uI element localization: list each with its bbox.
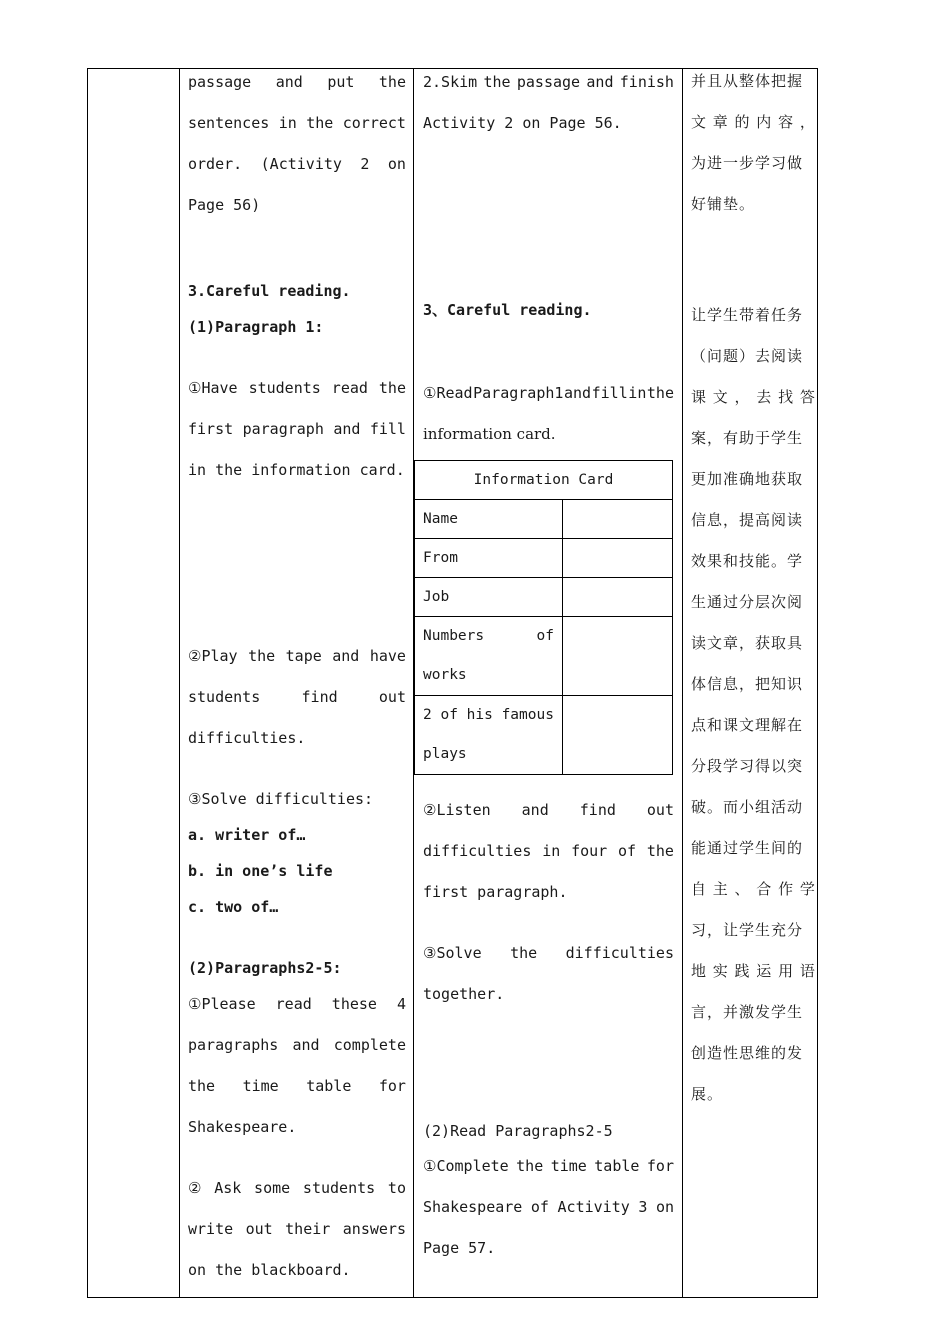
word: find (579, 801, 616, 819)
intent-line: 分段学习得以突 (691, 757, 804, 775)
intent-line: 好铺垫。 (691, 195, 756, 213)
word: these (331, 995, 377, 1013)
intent-line: 让学生带着任务 (691, 306, 804, 324)
intent-line: 读文章，获取具 (691, 634, 804, 652)
step-line: on the blackboard. (188, 1261, 351, 1279)
word: answers (342, 1220, 406, 1238)
card-label-works-line2: works (423, 667, 467, 683)
intent-line: （问题）去阅读 (691, 347, 804, 365)
word: 3 (638, 1198, 648, 1216)
word: read (331, 379, 368, 397)
word: for (378, 1077, 406, 1095)
skim-line (423, 73, 674, 91)
step-line: ③Solve difficulties: (188, 790, 374, 808)
intent-line: 地 实 践 运 用 语 (691, 962, 816, 980)
listen-line (423, 842, 674, 860)
word: the (510, 944, 538, 962)
careful-reading-heading: 3.Careful reading. (188, 282, 351, 300)
word: the (483, 73, 511, 91)
word: time (550, 1157, 587, 1175)
step-line (188, 647, 406, 665)
word: table (306, 1077, 352, 1095)
word: 4 (396, 995, 406, 1013)
step-line (188, 420, 406, 438)
step-line: in the information card. (188, 461, 405, 479)
difficulty-item: a. writer of… (188, 826, 306, 844)
passage-line (188, 155, 406, 173)
step-line: Shakespeare. (188, 1118, 297, 1136)
word: (Activity (260, 155, 342, 173)
word: out (646, 801, 674, 819)
word: ①Please (188, 995, 256, 1013)
listen-line (423, 801, 674, 819)
card-value-from (563, 539, 673, 578)
word: and (332, 647, 360, 665)
careful-reading-heading: 3、Careful reading. (423, 301, 592, 319)
step-line: difficulties. (188, 729, 306, 747)
intent-line: 创造性思维的发 (691, 1044, 804, 1062)
word: on (655, 1198, 674, 1216)
word: out (378, 688, 406, 706)
step-line (188, 1036, 406, 1054)
complete-line (423, 1157, 674, 1175)
word: and (586, 73, 614, 91)
word: and (275, 73, 303, 91)
word: complete (333, 1036, 406, 1054)
step-line (188, 1179, 406, 1197)
intent-line: 生通过分层次阅 (691, 593, 804, 611)
word: the (516, 1157, 544, 1175)
card-label-works (415, 617, 563, 696)
word: students (248, 379, 321, 397)
complete-line (423, 1198, 674, 1216)
word: Numbers (423, 628, 485, 644)
intent-line: 能通过学生间的 (691, 839, 804, 857)
difficulty-item: b. in one’s life (188, 862, 333, 880)
word: Ask (214, 1179, 242, 1197)
word: paragraph (242, 420, 324, 438)
intent-line: 破。而小组活动 (691, 798, 804, 816)
word: and (521, 801, 549, 819)
word: order. (188, 155, 243, 173)
word: for (646, 1157, 674, 1175)
intent-line: 点和课文理解在 (691, 716, 804, 734)
information-card (414, 460, 673, 775)
column-divider (682, 68, 683, 1298)
card-value-works (563, 617, 673, 696)
word: the (306, 114, 334, 132)
word: the (188, 1077, 216, 1095)
intent-line: 言，并激发学生 (691, 1003, 804, 1021)
word: table (594, 1157, 640, 1175)
word: ②Play (188, 647, 238, 665)
word: fill (369, 420, 406, 438)
card-value-job (563, 578, 673, 617)
word: find (301, 688, 338, 706)
word: ①Complete (423, 1157, 509, 1175)
word: read (275, 995, 312, 1013)
solve-line: together. (423, 985, 505, 1003)
word: ①Read (423, 384, 473, 402)
intent-line: 更加准确地获取 (691, 470, 804, 488)
word: students (188, 688, 261, 706)
card-label-plays-line1: 2 of his famous (423, 707, 554, 723)
card-value-plays (563, 696, 673, 775)
word: difficulties (423, 842, 532, 860)
word: in (542, 842, 561, 860)
word: fill (591, 384, 628, 402)
word: correct (342, 114, 406, 132)
step-line (188, 995, 406, 1013)
word: the (378, 73, 406, 91)
word: paragraphs (188, 1036, 279, 1054)
word: of (618, 842, 637, 860)
word: some (254, 1179, 291, 1197)
step-line (188, 1077, 406, 1095)
card-label-plays-line2: plays (423, 746, 467, 762)
word: ②Listen (423, 801, 491, 819)
word: the (646, 842, 674, 860)
word: tape (285, 647, 322, 665)
word: of (530, 1198, 549, 1216)
word: Activity (557, 1198, 630, 1216)
word: their (285, 1220, 331, 1238)
intent-line: 信息，提高阅读 (691, 511, 804, 529)
word: out (245, 1220, 273, 1238)
word: four (571, 842, 608, 860)
word: the (646, 384, 674, 402)
step-line (188, 379, 406, 397)
step-line (188, 1220, 406, 1238)
read-paragraphs-heading: (2)Read Paragraphs2-5 (423, 1122, 613, 1140)
word: Paragraph1 (473, 384, 564, 402)
word: ② (188, 1179, 202, 1197)
intent-line: 课 文 ， 去 找 答 (691, 388, 816, 406)
word: time (242, 1077, 279, 1095)
intent-line: 案，有助于学生 (691, 429, 804, 447)
word: have (369, 647, 406, 665)
word: in (628, 384, 647, 402)
word: and (563, 384, 592, 402)
intent-line: 效果和技能。学 (691, 552, 804, 570)
passage-line (188, 73, 406, 91)
intent-line: 自 主 、 合 作 学 (691, 880, 816, 898)
word: sentences (188, 114, 270, 132)
paragraphs2-5-heading: (2)Paragraphs2-5: (188, 959, 342, 977)
skim-line: Activity 2 on Page 56. (423, 114, 622, 132)
information-card-title: Information Card (415, 461, 673, 500)
card-label-name: Name (415, 500, 563, 539)
word: students (302, 1179, 376, 1197)
word: and (292, 1036, 320, 1054)
difficulty-item: c. two of… (188, 898, 279, 916)
card-label-job: Job (415, 578, 563, 617)
word: Shakespeare (423, 1198, 523, 1216)
word: difficulties (565, 944, 674, 962)
complete-line: Page 57. (423, 1239, 496, 1257)
word: the (248, 647, 276, 665)
word: and (333, 420, 361, 438)
column-divider (179, 68, 180, 1298)
word: ①Have (188, 379, 238, 397)
intent-line: 习，让学生充分 (691, 921, 804, 939)
word: on (387, 155, 406, 173)
listen-line: first paragraph. (423, 883, 568, 901)
intent-line: 并且从整体把握 (691, 72, 804, 90)
card-label-from: From (415, 539, 563, 578)
read-line (423, 384, 674, 402)
word: write (188, 1220, 234, 1238)
card-label-plays (415, 696, 563, 775)
intent-line: 体信息，把知识 (691, 675, 804, 693)
word: of (536, 628, 554, 644)
intent-line: 为进一步学习做 (691, 154, 804, 172)
passage-line: Page 56) (188, 196, 261, 214)
word: in (278, 114, 297, 132)
word: passage (516, 73, 581, 91)
word: the (378, 379, 406, 397)
word: 2 (360, 155, 370, 173)
intent-line: 文 章 的 内 容 ， (691, 113, 816, 131)
card-value-name (563, 500, 673, 539)
word: passage (188, 73, 252, 91)
word: 2.Skim (423, 73, 478, 91)
word: ③Solve (423, 944, 482, 962)
word: put (327, 73, 355, 91)
read-line: information card. (423, 425, 556, 443)
passage-line (188, 114, 406, 132)
word: finish (619, 73, 674, 91)
word: first (188, 420, 234, 438)
word: to (387, 1179, 406, 1197)
step-line (188, 688, 406, 706)
card-label-works-line1 (423, 617, 554, 656)
paragraph1-heading: (1)Paragraph 1: (188, 318, 324, 336)
intent-line: 展。 (691, 1085, 724, 1103)
solve-line (423, 944, 674, 962)
